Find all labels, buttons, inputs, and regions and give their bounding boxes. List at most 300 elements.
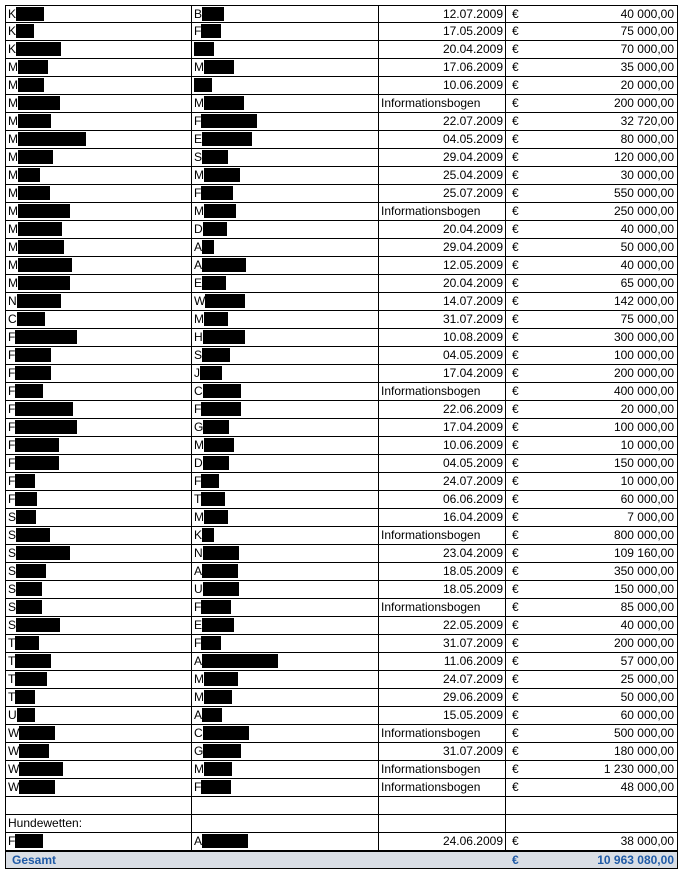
- name-cell: [5, 311, 192, 328]
- partner-initial: D: [194, 222, 203, 236]
- date-cell: 04.05.2009: [379, 347, 506, 364]
- partner-redaction: [202, 240, 214, 254]
- partner-initial: M: [194, 762, 204, 776]
- name-initial: S: [8, 564, 17, 578]
- name-initial: W: [8, 780, 20, 794]
- partner-redaction: [202, 258, 246, 272]
- name-initial: T: [8, 654, 16, 668]
- partner-cell: [192, 203, 379, 220]
- currency-symbol: €: [512, 60, 519, 74]
- partner-cell: [192, 653, 379, 670]
- name-cell: [5, 779, 192, 796]
- date-cell: 20.04.2009: [379, 41, 506, 58]
- amount-value: 40 000,00: [620, 7, 674, 21]
- currency-symbol: €: [512, 492, 519, 506]
- currency-symbol: €: [512, 654, 519, 668]
- partner-initial: T: [194, 492, 202, 506]
- name-cell: [5, 833, 192, 850]
- amount-cell: [506, 671, 678, 688]
- partner-initial: M: [194, 168, 204, 182]
- name-redaction: [18, 204, 70, 218]
- name-redaction: [15, 438, 59, 452]
- partner-initial: M: [194, 312, 204, 326]
- name-redaction: [18, 168, 40, 182]
- partner-cell: [192, 383, 379, 400]
- partner-initial: F: [194, 402, 202, 416]
- amount-value: 200 000,00: [613, 96, 674, 110]
- amount-cell: [506, 455, 678, 472]
- name-initial: U: [8, 708, 17, 722]
- partner-redaction: [201, 402, 241, 416]
- partner-redaction: [203, 744, 241, 758]
- date-cell: 24.07.2009: [379, 473, 506, 490]
- partner-redaction: [201, 114, 257, 128]
- partner-redaction: [202, 834, 248, 848]
- partner-initial: A: [194, 564, 203, 578]
- name-redaction: [16, 510, 36, 524]
- name-redaction: [15, 474, 35, 488]
- name-initial: K: [8, 24, 17, 38]
- partner-redaction: [202, 528, 214, 542]
- name-cell: [5, 743, 192, 760]
- date-cell: 04.05.2009: [379, 131, 506, 148]
- amount-value: 7 000,00: [627, 510, 674, 524]
- name-initial: T: [8, 636, 16, 650]
- amount-value: 80 000,00: [620, 132, 674, 146]
- table-row: [5, 77, 678, 95]
- partner-cell: [192, 293, 379, 310]
- amount-cell: [506, 833, 678, 850]
- amount-cell: [506, 257, 678, 274]
- amount-cell: [506, 401, 678, 418]
- name-initial: F: [8, 348, 16, 362]
- name-cell: [5, 419, 192, 436]
- currency-symbol: €: [512, 132, 519, 146]
- date-cell: 18.05.2009: [379, 563, 506, 580]
- amount-cell: [506, 329, 678, 346]
- table-row: [5, 707, 678, 725]
- amount-value: 50 000,00: [620, 690, 674, 704]
- amount-cell: [506, 473, 678, 490]
- amount-value: 40 000,00: [620, 222, 674, 236]
- partner-redaction: [202, 7, 224, 21]
- partner-cell: [192, 545, 379, 562]
- partner-initial: K: [194, 528, 203, 542]
- name-initial: M: [8, 204, 18, 218]
- name-redaction: [18, 114, 51, 128]
- name-initial: F: [8, 402, 16, 416]
- currency-symbol: €: [512, 420, 519, 434]
- name-initial: F: [8, 366, 16, 380]
- amount-cell: [506, 365, 678, 382]
- currency-symbol: €: [512, 186, 519, 200]
- date-cell: 12.05.2009: [379, 257, 506, 274]
- partner-cell: [192, 509, 379, 526]
- amount-value: 75 000,00: [620, 312, 674, 326]
- partner-initial: M: [194, 204, 204, 218]
- currency-symbol: €: [512, 240, 519, 254]
- name-initial: F: [8, 474, 16, 488]
- partner-cell: [192, 491, 379, 508]
- partner-initial: F: [194, 780, 202, 794]
- amount-value: 10 000,00: [620, 474, 674, 488]
- total-amount: 10 963 080,00: [597, 853, 674, 867]
- amount-value: 50 000,00: [620, 240, 674, 254]
- partner-redaction: [204, 312, 228, 326]
- amount-value: 85 000,00: [620, 600, 674, 614]
- partner-redaction: [201, 474, 219, 488]
- amount-value: 800 000,00: [613, 528, 674, 542]
- table-row: [5, 5, 678, 23]
- name-cell: [5, 23, 192, 40]
- name-redaction: [18, 78, 44, 92]
- table-row: [5, 383, 678, 401]
- currency-symbol: €: [512, 402, 519, 416]
- partner-initial: M: [194, 690, 204, 704]
- amount-cell: [506, 311, 678, 328]
- name-redaction: [18, 186, 50, 200]
- name-cell: [5, 293, 192, 310]
- name-cell: [5, 365, 192, 382]
- currency-symbol: €: [512, 42, 519, 56]
- name-cell: [5, 527, 192, 544]
- partner-cell: [192, 401, 379, 418]
- name-redaction: [19, 780, 55, 794]
- partner-redaction: [201, 636, 221, 650]
- partner-cell: [192, 275, 379, 292]
- section-header-row: [5, 815, 678, 833]
- name-cell: [5, 131, 192, 148]
- amount-cell: [506, 41, 678, 58]
- partner-cell: [192, 455, 379, 472]
- name-initial: N: [8, 294, 17, 308]
- date-cell: 22.07.2009: [379, 113, 506, 130]
- partner-redaction: [202, 348, 230, 362]
- currency-symbol: €: [512, 222, 519, 236]
- amount-cell: [506, 509, 678, 526]
- currency-symbol: €: [512, 834, 519, 848]
- name-cell: [5, 239, 192, 256]
- amount-value: 57 000,00: [620, 654, 674, 668]
- amount-cell: [506, 617, 678, 634]
- partner-cell: [192, 689, 379, 706]
- name-cell: [5, 95, 192, 112]
- name-redaction: [15, 690, 35, 704]
- amount-cell: [506, 689, 678, 706]
- partner-redaction: [204, 438, 234, 452]
- name-redaction: [15, 402, 73, 416]
- partner-initial: E: [194, 132, 203, 146]
- amount-value: 300 000,00: [613, 330, 674, 344]
- section-label: Hundewetten:: [5, 815, 192, 832]
- table-row: [5, 203, 678, 221]
- name-cell: [5, 401, 192, 418]
- date-cell: 25.04.2009: [379, 167, 506, 184]
- amount-cell: [506, 77, 678, 94]
- name-initial: T: [8, 672, 16, 686]
- name-redaction: [15, 348, 51, 362]
- partner-cell: [192, 437, 379, 454]
- partner-initial: G: [194, 420, 204, 434]
- section-rows: [5, 833, 678, 851]
- amount-cell: [506, 203, 678, 220]
- partner-cell: [192, 59, 379, 76]
- amount-cell: [506, 635, 678, 652]
- amount-value: 120 000,00: [613, 150, 674, 164]
- partner-initial: M: [194, 510, 204, 524]
- amount-value: 500 000,00: [613, 726, 674, 740]
- partner-initial: A: [194, 708, 203, 722]
- name-redaction: [18, 132, 86, 146]
- amount-cell: [506, 653, 678, 670]
- name-cell: [5, 707, 192, 724]
- date-cell: 06.06.2009: [379, 491, 506, 508]
- partner-redaction: [203, 456, 229, 470]
- partner-redaction: [203, 420, 229, 434]
- amount-cell: [506, 419, 678, 436]
- name-redaction: [17, 294, 61, 308]
- currency-symbol: €: [512, 546, 519, 560]
- name-initial: M: [8, 150, 18, 164]
- partner-initial: D: [194, 456, 203, 470]
- name-redaction: [17, 708, 35, 722]
- table-row: [5, 401, 678, 419]
- partner-redaction: [204, 510, 228, 524]
- date-cell: 25.07.2009: [379, 185, 506, 202]
- amount-cell: [506, 185, 678, 202]
- currency-symbol: €: [512, 7, 519, 21]
- amount-value: 20 000,00: [620, 402, 674, 416]
- total-row: [5, 851, 678, 869]
- partner-initial: N: [194, 546, 203, 560]
- amount-cell: [506, 95, 678, 112]
- amount-value: 350 000,00: [613, 564, 674, 578]
- name-cell: [5, 653, 192, 670]
- table-row: [5, 293, 678, 311]
- name-initial: M: [8, 132, 18, 146]
- partner-cell: [192, 185, 379, 202]
- partner-redaction: [205, 294, 245, 308]
- amount-cell: [506, 239, 678, 256]
- amount-value: 35 000,00: [620, 60, 674, 74]
- date-cell: 29.04.2009: [379, 149, 506, 166]
- currency-symbol: €: [512, 348, 519, 362]
- name-initial: F: [8, 330, 16, 344]
- table-row: [5, 59, 678, 77]
- name-redaction: [19, 762, 63, 776]
- name-redaction: [15, 636, 39, 650]
- table-row: [5, 185, 678, 203]
- amount-value: 142 000,00: [613, 294, 674, 308]
- partner-initial: A: [194, 240, 203, 254]
- table-row: [5, 149, 678, 167]
- amount-cell: [506, 293, 678, 310]
- name-initial: M: [8, 60, 18, 74]
- name-redaction: [15, 654, 51, 668]
- name-cell: [5, 635, 192, 652]
- partner-redaction: [203, 726, 249, 740]
- partner-initial: F: [194, 24, 202, 38]
- table-row: [5, 239, 678, 257]
- date-cell: 10.06.2009: [379, 77, 506, 94]
- table-row: [5, 419, 678, 437]
- table-row: [5, 779, 678, 797]
- name-redaction: [15, 420, 77, 434]
- currency-symbol: €: [512, 600, 519, 614]
- currency-symbol: €: [512, 258, 519, 272]
- name-initial: F: [8, 456, 16, 470]
- partner-redaction: [204, 690, 232, 704]
- amount-cell: [506, 275, 678, 292]
- date-cell: Informationsbogen: [379, 527, 506, 544]
- amount-value: 400 000,00: [613, 384, 674, 398]
- partner-cell: [192, 6, 379, 22]
- table-row: [5, 167, 678, 185]
- partner-initial: S: [194, 348, 203, 362]
- name-redaction: [15, 330, 77, 344]
- partner-cell: [192, 563, 379, 580]
- amount-value: 25 000,00: [620, 672, 674, 686]
- partner-redaction: [204, 96, 244, 110]
- name-initial: S: [8, 546, 17, 560]
- name-cell: [5, 437, 192, 454]
- currency-symbol: €: [512, 384, 519, 398]
- amount-value: 40 000,00: [620, 618, 674, 632]
- name-cell: [5, 149, 192, 166]
- partner-redaction: [202, 150, 228, 164]
- table-row: [5, 131, 678, 149]
- date-cell: 29.06.2009: [379, 689, 506, 706]
- partner-cell: [192, 149, 379, 166]
- name-cell: [5, 59, 192, 76]
- name-initial: W: [8, 744, 20, 758]
- date-cell: 24.06.2009: [379, 833, 506, 850]
- partner-initial: G: [194, 744, 204, 758]
- date-cell: Informationsbogen: [379, 779, 506, 796]
- date-cell: Informationsbogen: [379, 725, 506, 742]
- amount-value: 38 000,00: [620, 834, 674, 848]
- date-cell: 10.08.2009: [379, 329, 506, 346]
- table-row: [5, 311, 678, 329]
- partner-initial: M: [194, 96, 204, 110]
- currency-symbol: €: [512, 528, 519, 542]
- partner-cell: [192, 77, 379, 94]
- amount-cell: [506, 6, 678, 22]
- name-initial: M: [8, 240, 18, 254]
- name-redaction: [16, 600, 42, 614]
- partner-cell: [192, 473, 379, 490]
- partner-initial: A: [194, 654, 203, 668]
- date-cell: Informationsbogen: [379, 761, 506, 778]
- name-redaction: [15, 672, 47, 686]
- name-cell: [5, 167, 192, 184]
- name-initial: M: [8, 78, 18, 92]
- name-cell: [5, 347, 192, 364]
- partner-redaction: [204, 762, 232, 776]
- partner-redaction: [202, 618, 234, 632]
- date-cell: Informationsbogen: [379, 95, 506, 112]
- partner-initial: J: [194, 366, 200, 380]
- name-initial: K: [8, 42, 17, 56]
- date-cell: 17.05.2009: [379, 23, 506, 40]
- amount-cell: [506, 221, 678, 238]
- currency-symbol: €: [512, 204, 519, 218]
- currency-symbol: €: [512, 150, 519, 164]
- amount-cell: [506, 131, 678, 148]
- partner-redaction: [203, 384, 241, 398]
- partner-cell: [192, 779, 379, 796]
- partner-initial: E: [194, 618, 203, 632]
- partner-cell: [192, 617, 379, 634]
- partner-redaction: [202, 132, 252, 146]
- amount-value: 109 160,00: [613, 546, 674, 560]
- currency-symbol: €: [512, 312, 519, 326]
- amount-cell: [506, 59, 678, 76]
- name-initial: M: [8, 114, 18, 128]
- currency-symbol: €: [512, 510, 519, 524]
- partner-initial: W: [194, 294, 206, 308]
- amount-value: 40 000,00: [620, 258, 674, 272]
- table-row: [5, 743, 678, 761]
- amount-value: 70 000,00: [620, 42, 674, 56]
- partner-cell: [192, 95, 379, 112]
- date-cell: 15.05.2009: [379, 707, 506, 724]
- table-row: [5, 95, 678, 113]
- partner-initial: M: [194, 438, 204, 452]
- name-redaction: [18, 240, 64, 254]
- date-cell: 04.05.2009: [379, 455, 506, 472]
- table-row: [5, 527, 678, 545]
- name-initial: F: [8, 438, 16, 452]
- table-row: [5, 563, 678, 581]
- partner-initial: B: [194, 7, 203, 21]
- table-row: [5, 365, 678, 383]
- amount-cell: [506, 149, 678, 166]
- amount-value: 1 230 000,00: [603, 762, 674, 776]
- partner-redaction: [201, 492, 225, 506]
- partner-redaction: [201, 600, 231, 614]
- currency-symbol: €: [512, 366, 519, 380]
- amount-value: 180 000,00: [613, 744, 674, 758]
- partner-redaction: [202, 654, 278, 668]
- date-cell: 22.06.2009: [379, 401, 506, 418]
- partner-cell: [192, 311, 379, 328]
- amount-value: 75 000,00: [620, 24, 674, 38]
- date-cell: 12.07.2009: [379, 6, 506, 22]
- table-row: [5, 455, 678, 473]
- table-row: [5, 329, 678, 347]
- amount-cell: [506, 383, 678, 400]
- amount-value: 150 000,00: [613, 456, 674, 470]
- name-redaction: [16, 24, 34, 38]
- name-cell: [5, 185, 192, 202]
- name-initial: M: [8, 276, 18, 290]
- date-cell: 24.07.2009: [379, 671, 506, 688]
- partner-initial: E: [194, 276, 203, 290]
- name-cell: [5, 509, 192, 526]
- name-redaction: [16, 546, 70, 560]
- partner-cell: [192, 347, 379, 364]
- date-cell: Informationsbogen: [379, 203, 506, 220]
- partner-cell: [192, 599, 379, 616]
- name-redaction: [15, 456, 59, 470]
- amount-cell: [506, 113, 678, 130]
- spreadsheet-table: [5, 5, 678, 869]
- name-cell: [5, 725, 192, 742]
- amount-value: 48 000,00: [620, 780, 674, 794]
- currency-symbol: €: [512, 618, 519, 632]
- amount-value: 250 000,00: [613, 204, 674, 218]
